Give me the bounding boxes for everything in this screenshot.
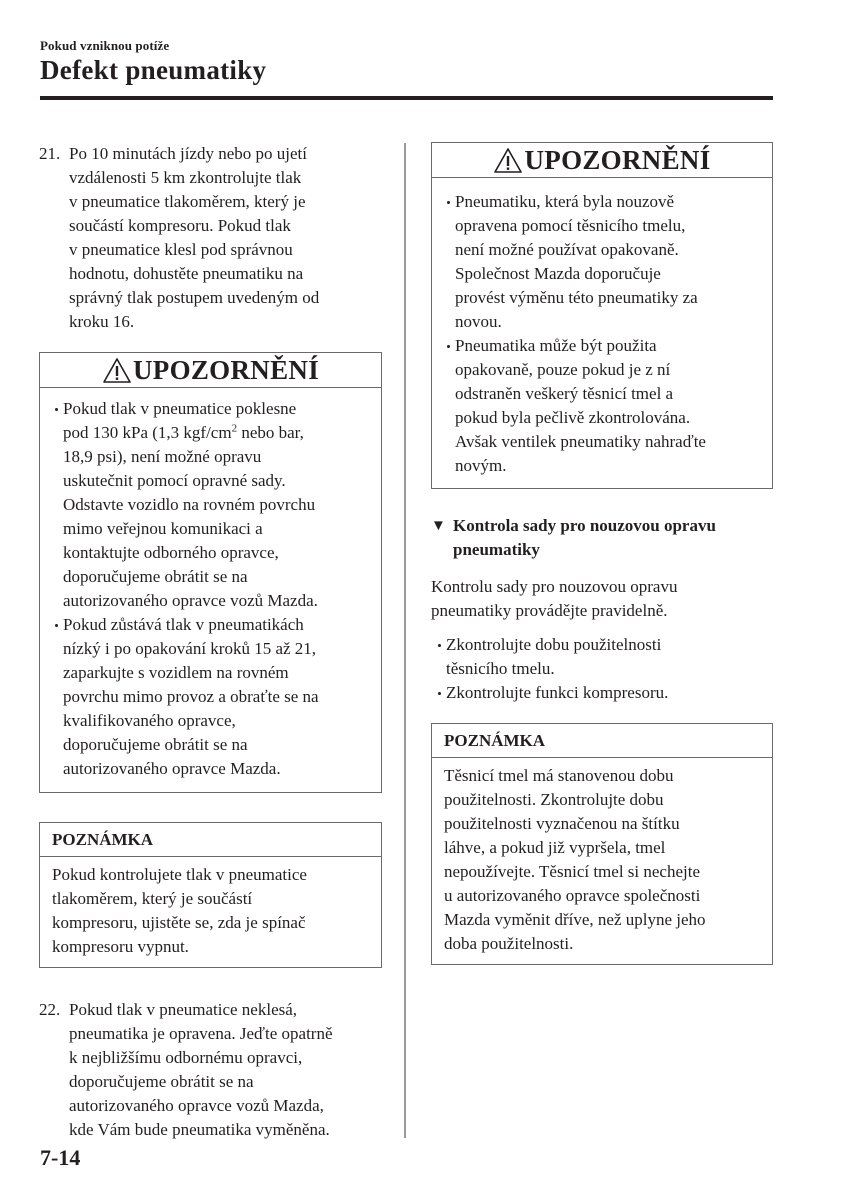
text-line: novým. <box>455 456 507 475</box>
text-line: Těsnicí tmel má stanovenou dobu <box>444 766 674 785</box>
text-line: doporučujeme obrátit se na <box>69 1072 254 1091</box>
warning-body <box>432 178 772 488</box>
note-title: POZNÁMKA <box>52 829 154 849</box>
note-header <box>40 823 381 857</box>
text-line: těsnicího tmelu. <box>446 659 555 678</box>
warning-body <box>40 388 381 792</box>
text-line: doporučujeme obrátit se na <box>63 735 248 754</box>
note-body <box>40 857 381 967</box>
text-line: Pneumatiku, která byla nouzově <box>455 192 675 211</box>
text-line: tlakoměrem, který je součástí <box>52 889 253 908</box>
note-body <box>432 758 772 964</box>
bullet-icon <box>437 633 446 681</box>
title-rule <box>40 96 773 100</box>
text-line: kde Vám bude pneumatika vyměněna. <box>69 1120 330 1139</box>
text-line: hodnotu, dohustěte pneumatiku na <box>69 264 304 283</box>
warning-header <box>40 353 381 388</box>
bullet-icon <box>446 334 455 478</box>
text-line: Pokud tlak v pneumatice neklesá, <box>69 1000 298 1019</box>
text-line: Odstavte vozidlo na rovném povrchu <box>63 495 316 514</box>
text-line: doba použitelnosti. <box>444 934 574 953</box>
warning-bullet <box>446 190 760 334</box>
step-text <box>69 998 382 1142</box>
warning-title: UPOZORNĚNÍ <box>524 144 711 175</box>
note-header <box>432 724 772 758</box>
text-line: autorizovaného opravce vozů Mazda, <box>69 1096 324 1115</box>
triangle-down-icon: ▼ <box>431 518 446 534</box>
text-line: použitelnosti. Zkontrolujte dobu <box>444 790 664 809</box>
checklist-item <box>437 633 773 681</box>
note-box <box>431 723 773 965</box>
text-line: 18,9 psi), není možné opravu <box>63 447 262 466</box>
warning-title: UPOZORNĚNÍ <box>132 354 319 385</box>
text-line: vzdálenosti 5 km zkontrolujte tlak <box>69 168 302 187</box>
text-line: Zkontrolujte dobu použitelnosti <box>446 635 662 654</box>
checklist-item <box>437 681 773 705</box>
text-line: odstraněn veškerý těsnicí tmel a <box>455 384 674 403</box>
checklist <box>431 633 773 705</box>
text-line: Kontrolu sady pro nouzovou opravu <box>431 577 678 596</box>
text-line: v pneumatice tlakoměrem, který je <box>69 192 306 211</box>
left-column <box>39 142 382 1142</box>
text-line: opravena pomocí těsnicího tmelu, <box>455 216 686 235</box>
text-line: provést výměnu této pneumatiky za <box>455 288 698 307</box>
text-line: Pneumatika může být použita <box>455 336 657 355</box>
text-line: Pokud zůstává tlak v pneumatikách <box>63 615 304 634</box>
text-line: pod 130 kPa (1,3 kgf/$cm^2$ nebo bar, <box>63 422 304 442</box>
step-text <box>69 142 382 334</box>
bullet-icon <box>446 190 455 334</box>
text-line: povrchu mimo provoz a obraťte se na <box>63 687 319 706</box>
warning-box <box>431 142 773 489</box>
warning-bullet <box>446 334 760 478</box>
text-line: kontaktujte odborného opravce, <box>63 543 279 562</box>
page-title: Defekt pneumatiky <box>40 55 267 85</box>
warning-triangle-icon <box>493 147 523 174</box>
text-line: Pokud tlak v pneumatice poklesne <box>63 399 297 418</box>
text-line: pneumatiky provádějte pravidelně. <box>431 601 668 620</box>
text-line: u autorizovaného opravce společnosti <box>444 886 701 905</box>
step-number: 22. <box>39 1000 61 1019</box>
warning-bullet <box>54 397 369 613</box>
bullet-icon <box>54 397 63 613</box>
text-line: nepoužívejte. Těsnicí tmel si nechejte <box>444 862 701 881</box>
text-line: správný tlak postupem uvedeným od <box>69 288 320 307</box>
warning-bullet <box>54 613 369 781</box>
text-line: zaparkujte s vozidlem na rovném <box>63 663 289 682</box>
text-line: opakovaně, pouze pokud je z ní <box>455 360 671 379</box>
note-title: POZNÁMKA <box>444 730 546 750</box>
column-divider <box>404 143 406 1138</box>
text-line: Avšak ventilek pneumatiky nahraďte <box>455 432 706 451</box>
text-line: použitelnosti vyznačenou na štítku <box>444 814 680 833</box>
text-line: Kontrola sady pro nouzovou opravu <box>453 516 716 535</box>
text-line: autorizovaného opravce Mazda. <box>63 759 281 778</box>
subsection-heading <box>431 514 773 562</box>
bullet-icon <box>54 613 63 781</box>
text-line: láhve, a pokud již vypršela, tmel <box>444 838 666 857</box>
page-number: 7-14 <box>40 1145 81 1170</box>
text-line: není možné používat opakovaně. <box>455 240 679 259</box>
text-line: v pneumatice klesl pod správnou <box>69 240 293 259</box>
text-line: kvalifikovaného opravce, <box>63 711 236 730</box>
text-line: kompresoru, ujistěte se, zda je spínač <box>52 913 306 932</box>
text-line: uskutečnit pomocí opravné sady. <box>63 471 286 490</box>
bullet-icon <box>437 681 446 705</box>
text-line: součástí kompresoru. Pokud tlak <box>69 216 291 235</box>
text-line: nízký i po opakování kroků 15 až 21, <box>63 639 317 658</box>
text-line: kompresoru vypnut. <box>52 937 189 956</box>
text-line: novou. <box>455 312 502 331</box>
step-21 <box>39 142 382 334</box>
text-line: Mazda vyměnit dříve, než uplyne jeho <box>444 910 706 929</box>
warning-box <box>39 352 382 793</box>
section-label: Pokud vzniknou potíže <box>40 38 170 53</box>
text-line: autorizovaného opravce vozů Mazda. <box>63 591 318 610</box>
right-column <box>431 142 773 965</box>
text-line: doporučujeme obrátit se na <box>63 567 248 586</box>
subsection-intro <box>431 575 773 623</box>
text-line: pneumatika je opravena. Jeďte opatrně <box>69 1024 333 1043</box>
step-number: 21. <box>39 144 61 163</box>
text-line: k nejbližšímu odbornému opravci, <box>69 1048 303 1067</box>
text-line: mimo veřejnou komunikaci a <box>63 519 263 538</box>
warning-header <box>432 143 772 178</box>
warning-triangle-icon <box>102 357 132 384</box>
step-22 <box>39 998 382 1142</box>
text-line: Po 10 minutách jízdy nebo po ujetí <box>69 144 307 163</box>
text-line: pneumatiky <box>453 540 540 559</box>
text-line: Zkontrolujte funkci kompresoru. <box>446 683 669 702</box>
text-line: kroku 16. <box>69 312 135 331</box>
text-line: Společnost Mazda doporučuje <box>455 264 661 283</box>
text-line: Pokud kontrolujete tlak v pneumatice <box>52 865 307 884</box>
text-line: pokud byla pečlivě zkontrolována. <box>455 408 691 427</box>
note-box <box>39 822 382 968</box>
